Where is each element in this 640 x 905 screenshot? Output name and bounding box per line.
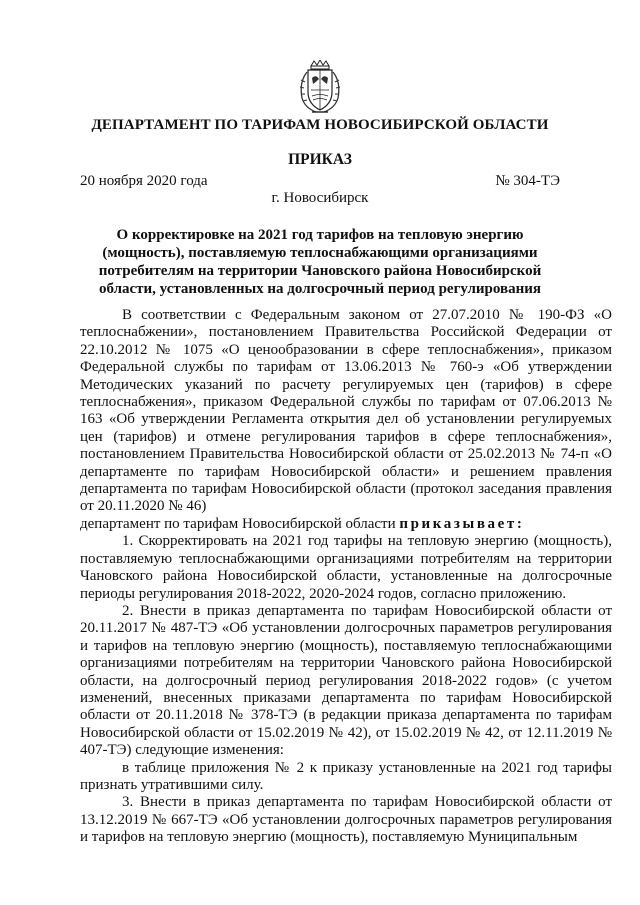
document-type-title: ПРИКАЗ	[288, 151, 352, 168]
preamble-paragraph: В соответствии с Федеральным законом от 27.07.2010 № 190-ФЗ «О теплоснабжении», постановлением Правительства Российской Федерации от 22.10.2012 № 1075 «О ценообразовании в сфере теплоснабжения», приказом Федеральной службы по тарифам от 13.06.2013 № 760-э «Об утверждении Методических указаний по расчету регулируемых цен (тарифов) в сфере теплоснабжения», приказом Федеральной службы по тарифам от 07.06.2013 № 163 «Об утверждении Регламента открытия дел об установлении регулируемых цен (тарифов) и отмене регулирования тарифов в сфере теплоснабжения», постановлением Правительства Новосибирской области от 25.02.2013 № 74-п «О департаменте по тарифам Новосибирской области» и решением правления департамента по тарифам Новосибирской области (протокол заседания правления от 20.11.2020 № 46)	[80, 307, 612, 515]
order-number: № 304-ТЭ	[495, 173, 560, 189]
orders-lead: департамент по тарифам Новосибирской области	[80, 515, 400, 532]
orders-line	[80, 516, 612, 533]
order-subject: О корректировке на 2021 год тарифов на тепловую энергию (мощность), поставляемую теплоснабжающими организациями потребителям на территории Чановского района Новосибирской области, установленных на долгосрочный период регулирования	[98, 227, 542, 297]
item-1-paragraph: 1. Скорректировать на 2021 год тарифы на тепловую энергию (мощность), поставляемую теплоснабжающими организациями потребителям на территории Чановского района Новосибирской области, установленные на долгосрочные периоды регулирования 2018-2022, 2020-2024 годов, согласно приложению.	[80, 533, 612, 602]
orders-word: приказывает:	[399, 515, 525, 532]
item-2-sub-paragraph: в таблице приложения № 2 к приказу установленные на 2021 год тарифы признать утратившими силу.	[80, 759, 612, 793]
order-date: 20 ноября 2020 года	[80, 173, 208, 189]
coat-of-arms-emblem	[297, 60, 343, 114]
document-body	[80, 307, 612, 847]
item-3-paragraph: 3. Внести в приказ департамента по тарифам Новосибирской области от 13.12.2019 № 667-ТЭ «Об установлении долгосрочных параметров регулирования и тарифов на тепловую энергию (мощность), поставляемую Муниципальным	[80, 794, 612, 846]
order-city: г. Новосибирск	[271, 190, 369, 206]
item-2-paragraph: 2. Внести в приказ департамента по тарифам Новосибирской области от 20.11.2017 № 487-ТЭ «Об установлении долгосрочных параметров регулирования и тарифов на тепловую энергию (мощность), поставляемую теплоснабжающими организациями потребителям на территории Чановского района Новосибирской области, на долгосрочный период регулирования 2018-2022 годов» (с учетом изменений, внесенных приказами департамента по тарифам Новосибирской области от 20.11.2018 № 378-ТЭ (в редакции приказа департамента по тарифам Новосибирской области от 15.02.2019 № 42), от 15.02.2019 № 42, от 12.11.2019 № 407-ТЭ) следующие изменения:	[80, 602, 612, 759]
department-name: ДЕПАРТАМЕНТ ПО ТАРИФАМ НОВОСИБИРСКОЙ ОБЛАСТИ	[91, 117, 549, 133]
